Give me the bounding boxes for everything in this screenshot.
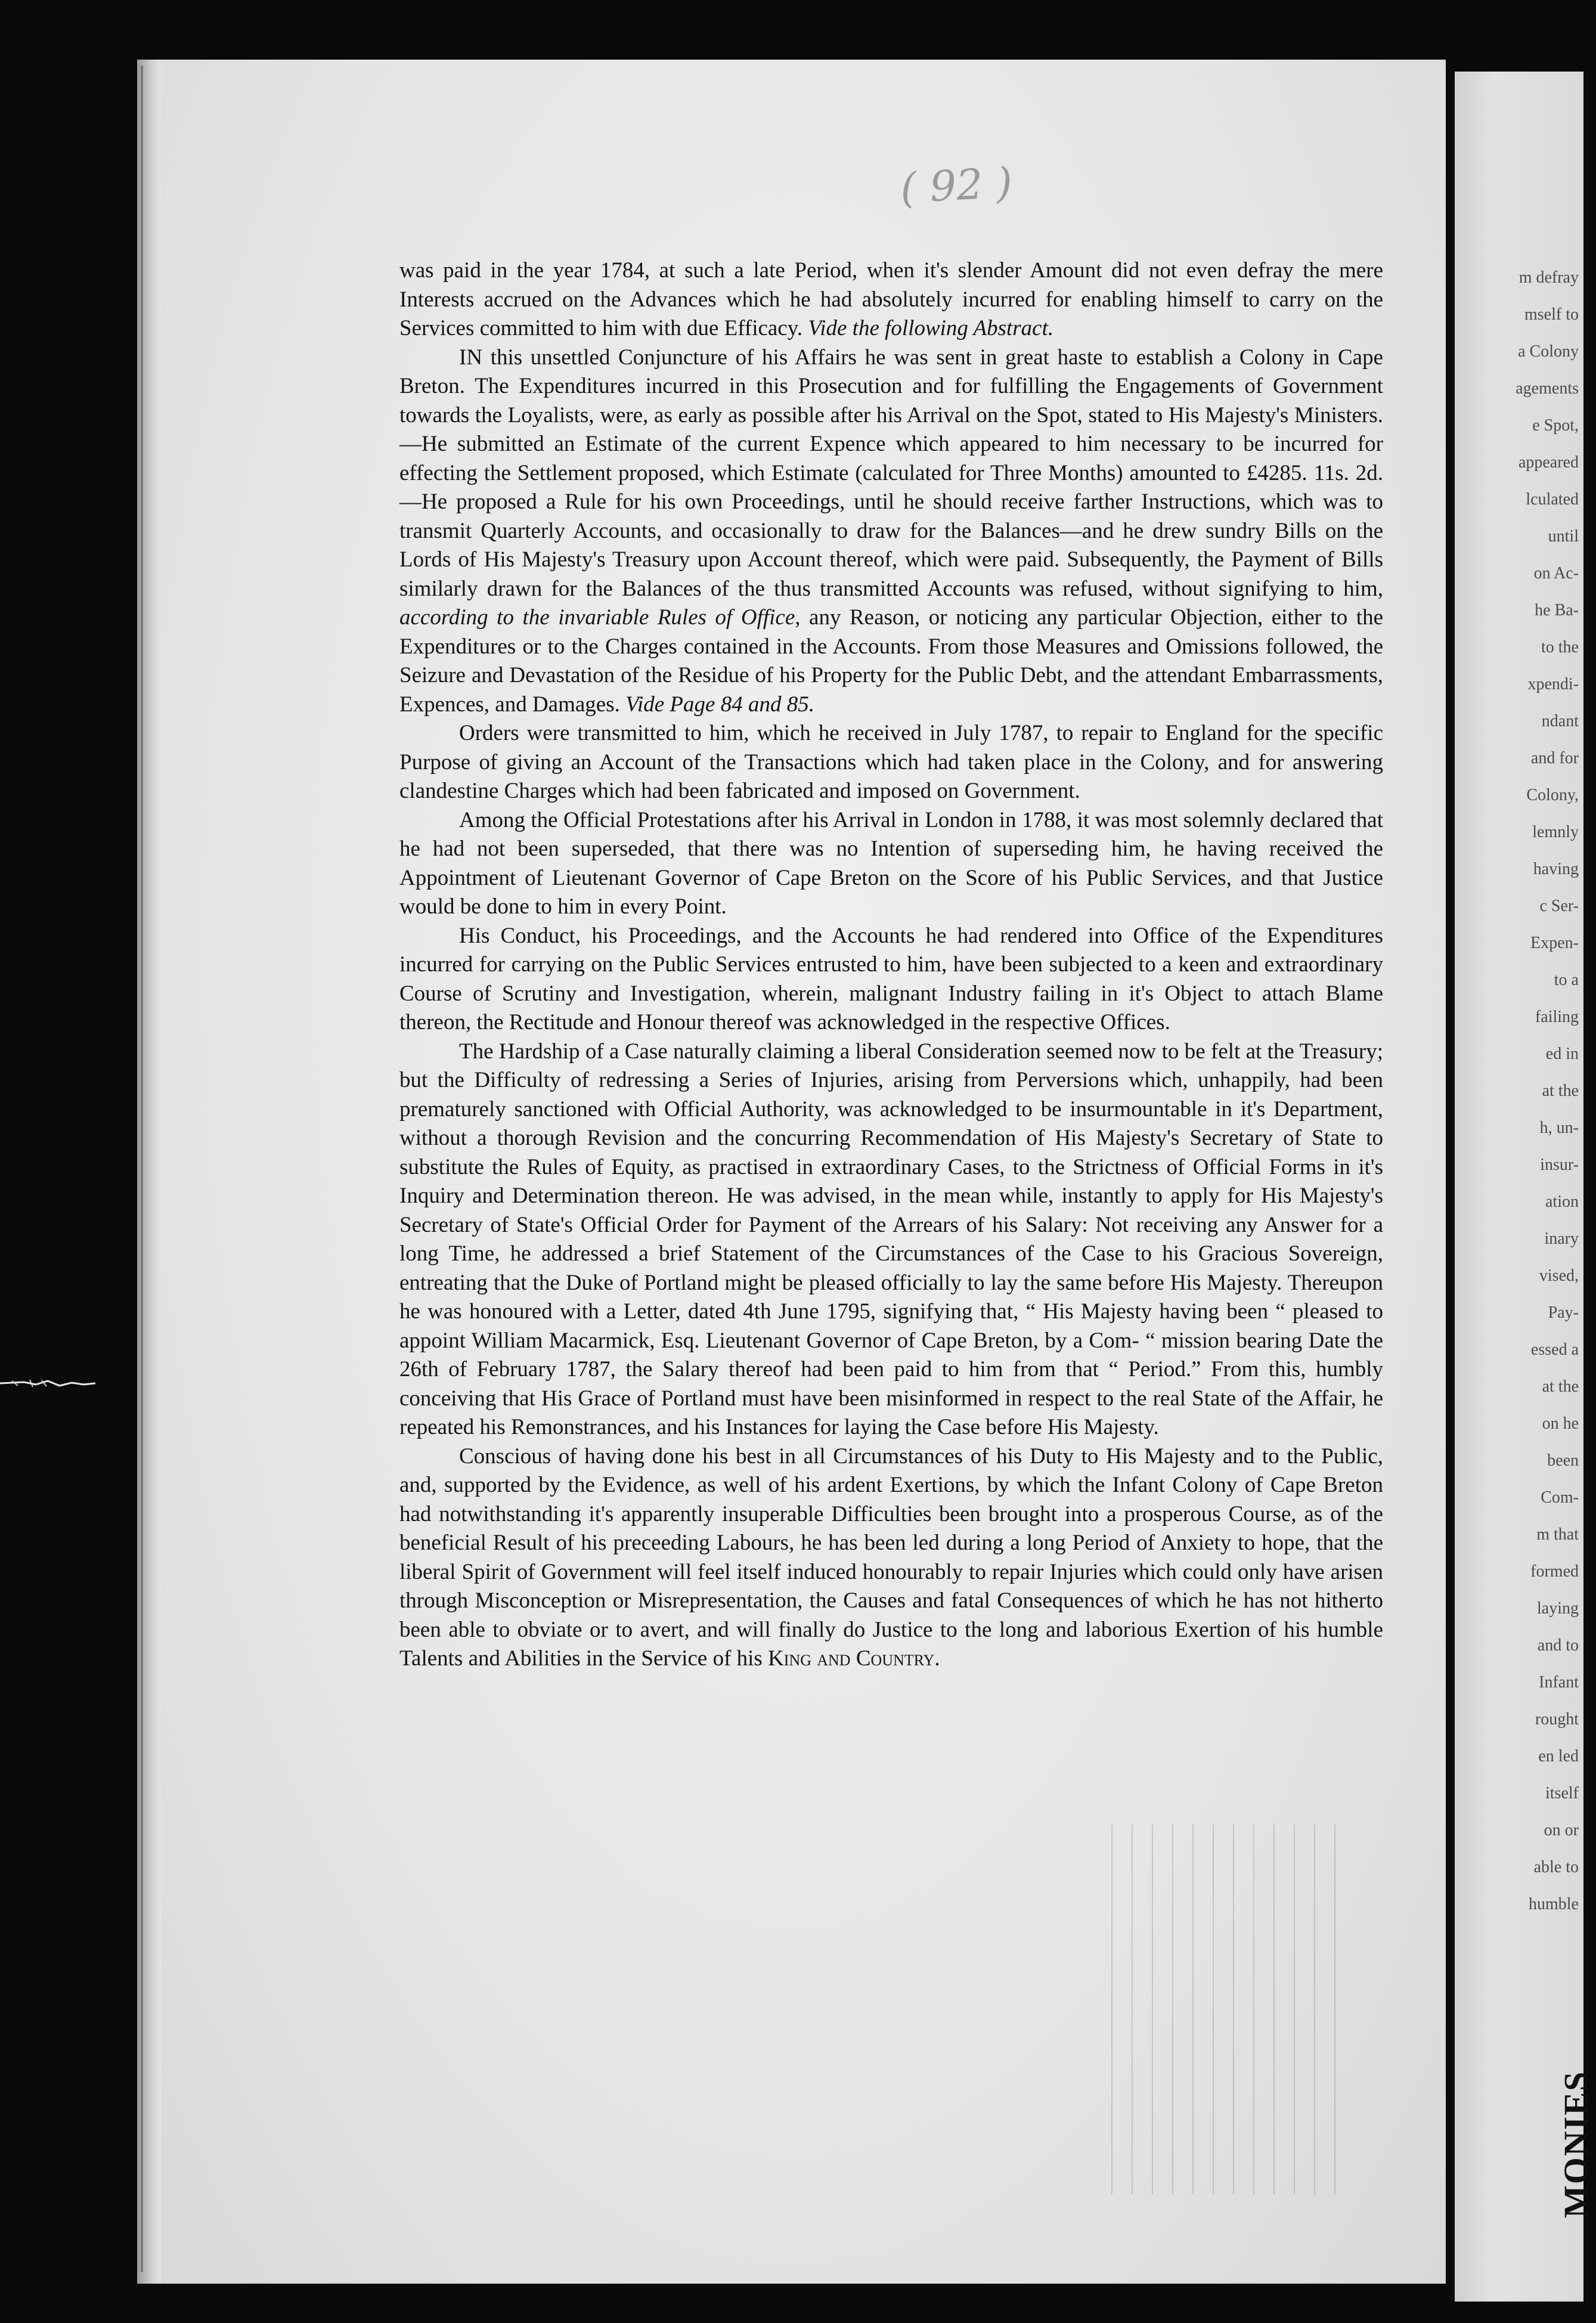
paragraph [399, 1037, 1383, 1442]
right-page-line-fragment: agements [1516, 379, 1579, 398]
text-run: any Reason, or noticing any particular Objection, either to the Expenditures or to the Charges contained in the Accounts. From those Measures and Omissions followed, the Seizure and Devastation of the Residue of his Property for the Public Debt, and the attendant Embarrassments, Expences, and Damages. [399, 605, 1383, 717]
right-page-line-fragment: Colony, [1526, 786, 1579, 804]
smallcaps-text: King and Country. [768, 1646, 940, 1671]
italic-reference: Vide the following Abstract. [808, 316, 1054, 340]
right-page-line-fragment: at the [1542, 1082, 1579, 1100]
paper-fibre-mark [0, 1377, 95, 1389]
italic-reference: according to the invariable Rules of Office, [399, 605, 801, 630]
right-page-line-fragment: ndant [1541, 712, 1579, 730]
paragraph [399, 719, 1383, 806]
vertical-heading-fragment: MONIES [1557, 2070, 1595, 2218]
right-page-line-fragment: ed in [1545, 1045, 1579, 1063]
text-run: The Hardship of a Case naturally claiming a liberal Consideration seemed now to be felt at the Treasury; but the Difficulty of redressing a Series of Injuries, arising from Perversions which, unhappily, had been prematurely sanctioned with Official Authority, was acknowledged to be insurmountable in it's Department, without a thorough Revision and the concurring Recommendation of His Majesty's Secretary of State to substitute the Rules of Equity, as practised in extraordinary Cases, to the Strictness of Official Forms in it's Inquiry and Determination thereon. He was advised, in the mean while, instantly to apply for His Majesty's Secretary of State's Official Order for Payment of the Arrears of his Salary: Not receiving any Answer for a long Time, he addressed a brief Statement of the Circumstances of the Case to his Gracious Sovereign, entreating that the Duke of Portland might be pleased officially to lay the same before His Majesty. Thereupon he was honoured with a Letter, dated 4th June 1795, signifying that, “ His Majesty having been “ pleased to appoint William Macarmick, Esq. Lieutenant Governor of Cape Breton, by a Com- “ mission bearing Date the 26th of February 1787, the Salary thereof had been paid to him from that “ Period.” From this, humbly conceiving that His Grace of Portland must have been misinformed in respect to the real State of the Affair, he repeated his Remonstrances, and his Instances for laying the Case before His Majesty. [399, 1039, 1383, 1439]
right-page-line-fragment: on he [1542, 1414, 1579, 1433]
right-page-line-fragment: lemnly [1532, 823, 1579, 841]
right-page-line-fragment: h, un- [1539, 1119, 1579, 1137]
text-run: Orders were transmitted to him, which he received in July 1787, to repair to England for the specific Purpose of giving an Account of the Transactions which had taken place in the Colony, and for answering clandestine Charges which had been fabricated and imposed on Government. [399, 721, 1383, 803]
right-page-line-fragment: mself to [1524, 305, 1579, 324]
right-page-line-fragment: rought [1535, 1710, 1579, 1729]
right-page-line-fragment: on or [1544, 1821, 1579, 1839]
right-page-line-fragment: essed a [1530, 1340, 1579, 1359]
right-page-line-fragment: ation [1545, 1193, 1579, 1211]
right-page-line-fragment: a Colony [1518, 342, 1579, 361]
right-page-line-fragment: Infant [1539, 1673, 1579, 1692]
right-page-line-fragment: laying [1537, 1599, 1579, 1618]
show-through-lines [1109, 1825, 1335, 2194]
pencil-folio-number: ( 92 ) [898, 158, 1014, 213]
right-page-line-fragment: m defray [1518, 268, 1579, 287]
right-page-line-fragment: on Ac- [1533, 564, 1579, 583]
page-edge-line [141, 66, 143, 2272]
right-page-line-fragment: e Spot, [1532, 416, 1579, 435]
paragraph [399, 256, 1383, 343]
paragraph [399, 922, 1383, 1037]
right-page-line-fragment: to a [1554, 971, 1579, 989]
right-page-line-fragment: xpendi- [1527, 675, 1579, 693]
right-page-line-fragment: Expen- [1530, 934, 1579, 952]
right-page-line-fragment: Com- [1541, 1488, 1579, 1507]
right-page-line-fragment: vised, [1539, 1266, 1579, 1285]
document-body-text [399, 256, 1383, 1674]
show-through-bleed [1037, 1801, 1407, 2218]
text-run: Conscious of having done his best in all Circumstances of his Duty to His Majesty and to the Public, and, supported by the Evidence, as well of his ardent Exertions, by which the Infant Colony of Cape Breton had notwithstanding it's apparently insuperable Difficulties been brought into a prosperous Course, as of the beneficial Result of his preceeding Labours, he has been led during a long Period of Anxiety to hope, that the liberal Spirit of Government will feel itself induced honourably to repair Injuries which could only have arisen through Misconception or Misrepresentation, the Causes and fatal Consequences of which he has not hitherto been able to obviate or to avert, and will finally do Justice to the long and laborious Exertion of his humble Talents and Abilities in the Service of his [399, 1444, 1383, 1671]
right-page-line-fragment: en led [1538, 1747, 1579, 1766]
right-page-line-fragment: he Ba- [1535, 601, 1579, 620]
text-run: was paid in the year 1784, at such a late Period, when it's slender Amount did not even defray the mere Interests accrued on the Advances which he had absolutely incurred for enabling himself to carry on the Services committed to him with due Efficacy. [399, 258, 1383, 340]
right-page-line-fragment: lculated [1526, 490, 1579, 509]
paragraph [399, 1442, 1383, 1674]
paragraph [399, 343, 1383, 720]
right-page-line-fragment: inary [1544, 1229, 1579, 1248]
text-run: IN this unsettled Conjuncture of his Affairs he was sent in great haste to establish a Colony in Cape Breton. The Expenditures incurred in this Prosecution and for fulfilling the Engagements of Government towards the Loyalists, were, as early as possible after his Arrival on the Spot, stated to His Majesty's Ministers.—He submitted an Estimate of the current Expence which appeared to him necessary to be incurred for effecting the Settlement proposed, which Estimate (calculated for Three Months) amounted to £4285. 11s. 2d.—He proposed a Rule for his own Proceedings, until he should receive farther Instructions, which was to transmit Quarterly Accounts, and occasionally to draw for the Balances—and he drew sundry Bills on the Lords of His Majesty's Treasury upon Account thereof, which were paid. Subsequently, the Payment of Bills similarly drawn for the Balances of the thus transmitted Accounts was refused, without signifying to him, [399, 345, 1383, 601]
right-page-line-fragment: itself [1545, 1784, 1579, 1802]
right-page-line-fragment: humble [1529, 1895, 1579, 1913]
right-page-line-fragment: m that [1536, 1525, 1579, 1544]
right-page-line-fragment: insur- [1540, 1156, 1579, 1174]
right-page-line-fragment: formed [1530, 1562, 1579, 1581]
right-page-line-fragment: having [1533, 860, 1579, 878]
right-page-line-fragment: been [1547, 1451, 1579, 1470]
right-page-line-fragment: c Ser- [1539, 897, 1579, 915]
right-page-line-fragment: and for [1530, 749, 1579, 767]
right-page-line-fragment: able to [1533, 1858, 1579, 1876]
right-facing-page [1455, 72, 1595, 2302]
right-page-line-fragment: failing [1535, 1008, 1579, 1026]
right-page-line-fragment: until [1548, 527, 1579, 546]
right-page-line-fragment: appeared [1518, 453, 1579, 472]
right-page-line-fragment: Pay- [1548, 1303, 1579, 1322]
right-page-line-fragment: at the [1542, 1377, 1579, 1396]
right-page-line-fragment: to the [1541, 638, 1579, 656]
paragraph [399, 806, 1383, 922]
text-run: His Conduct, his Proceedings, and the Accounts he had rendered into Office of the Expenditures incurred for carrying on the Public Services entrusted to him, have been subjected to a keen and extraordinary Course of Scrutiny and Investigation, wherein, malignant Industry failing in it's Object to attach Blame thereon, the Rectitude and Honour thereof was acknowledged in the respective Offices. [399, 923, 1383, 1034]
right-page-line-fragment: and to [1537, 1636, 1579, 1655]
text-run: Among the Official Protestations after his Arrival in London in 1788, it was most solemnly declared that he had not been superseded, that there was no Intention of superseding him, he having received the Appointment of Lieutenant Governor of Cape Breton on the Score of his Public Services, and that Justice would be done to him in every Point. [399, 807, 1383, 919]
italic-reference: Vide Page 84 and 85. [625, 692, 814, 717]
